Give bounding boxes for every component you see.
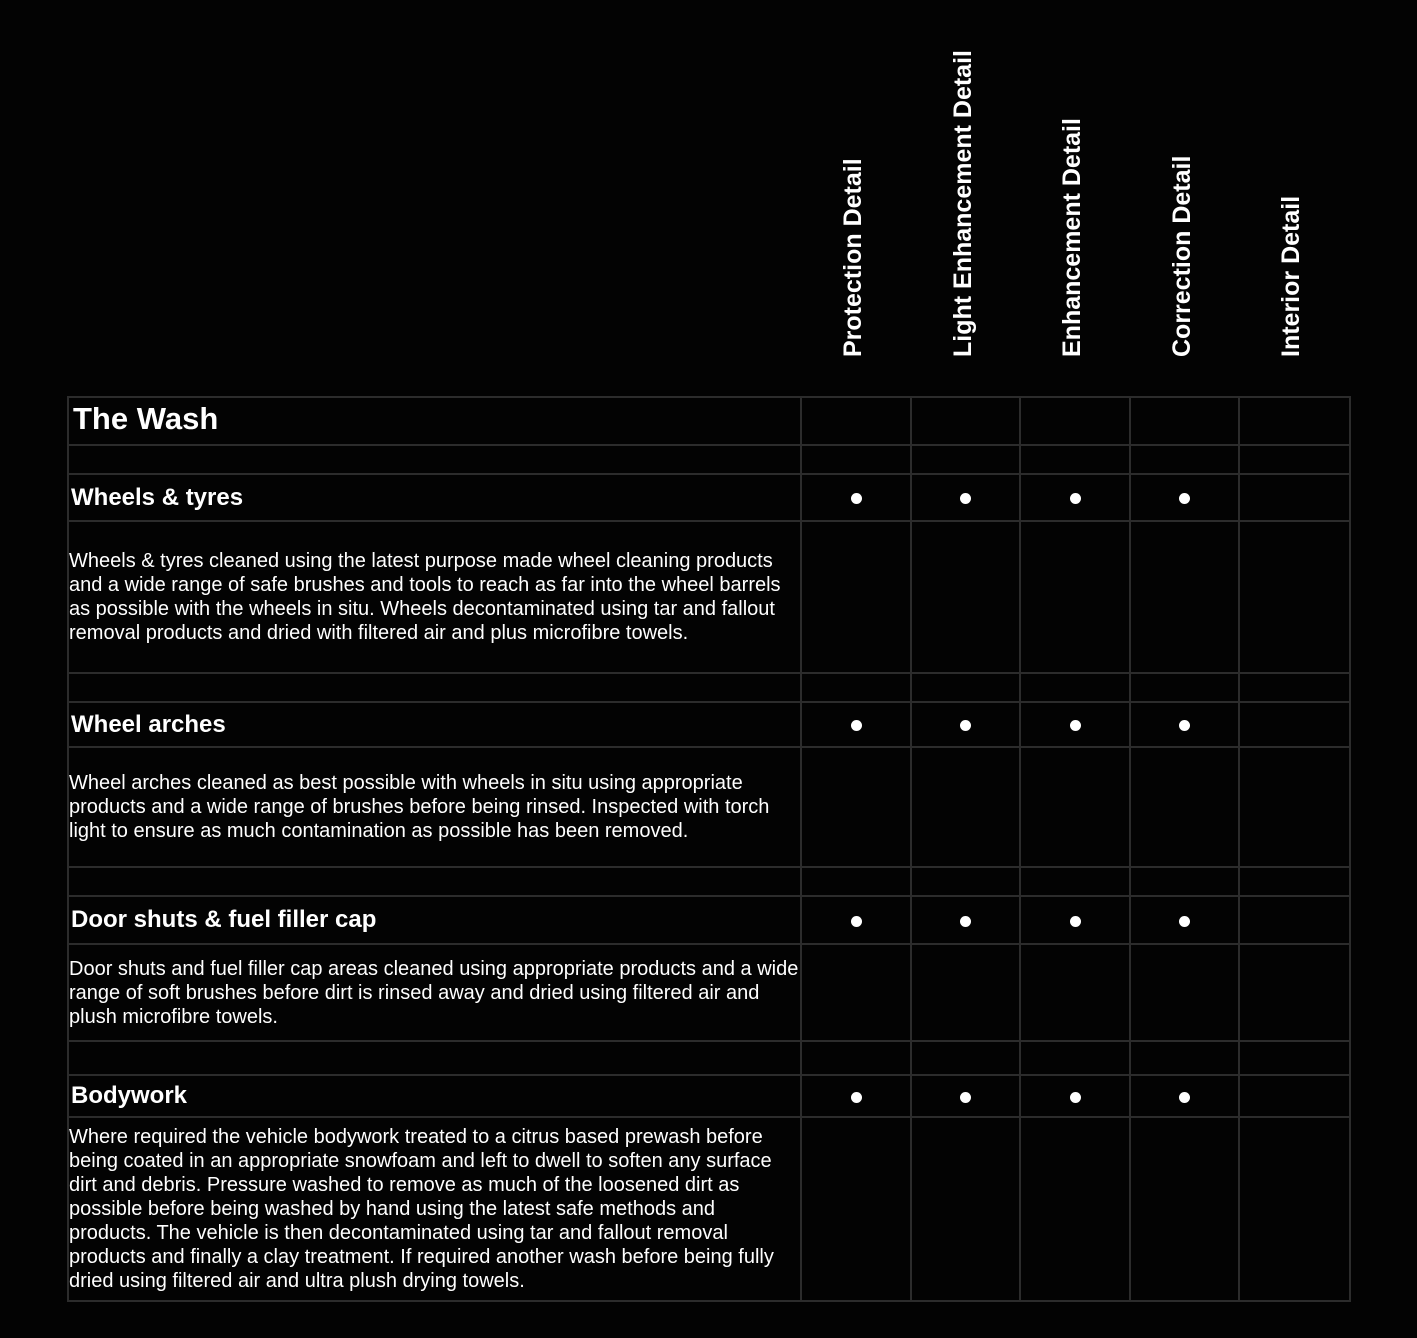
included-cell — [1020, 474, 1130, 521]
item-description: Where required the vehicle bodywork treated to a citrus based prewash before being coated in an appropriate snowfoam and left to dwell to soften any surface dirt and debris. Pressure washed to remove as much of the loosened dirt as possible before being washed by hand using the latest safe methods and products. The vehicle is then decontaminated using tar and fallout removal products and finally a clay treatment. If required another wash before being fully dried using filtered air and ultra plush drying towels. — [69, 1126, 774, 1292]
included-cell — [1130, 1075, 1239, 1117]
included-cell — [801, 702, 911, 747]
included-cell — [1130, 896, 1239, 944]
item-description-row — [68, 521, 1350, 673]
included-cell — [911, 896, 1020, 944]
included-dot-icon — [851, 493, 862, 504]
section-title: The Wash — [73, 401, 219, 436]
spacer-row — [68, 445, 1350, 474]
item-title: Bodywork — [71, 1082, 188, 1109]
item-title: Wheels & tyres — [71, 483, 244, 511]
item-description-row — [68, 747, 1350, 867]
excluded-cell — [1239, 1075, 1350, 1117]
excluded-cell — [1239, 474, 1350, 521]
column-header-interior — [1238, 0, 1348, 396]
excluded-cell — [1239, 702, 1350, 747]
column-header-label: Correction Detail — [1168, 155, 1196, 357]
included-dot-icon — [960, 916, 971, 927]
included-cell — [1020, 1075, 1130, 1117]
column-header-correction — [1129, 0, 1239, 396]
spacer-row — [68, 867, 1350, 896]
included-dot-icon — [960, 1092, 971, 1103]
included-dot-icon — [960, 720, 971, 731]
included-cell — [1130, 702, 1239, 747]
included-cell — [801, 1075, 911, 1117]
included-dot-icon — [1179, 493, 1190, 504]
included-dot-icon — [1179, 720, 1190, 731]
item-title-row — [68, 1075, 1350, 1117]
item-description: Door shuts and fuel filler cap areas cleaned using appropriate products and a wide range of soft brushes before dirt is rinsed away and dried using filtered air and plush microfibre towels. — [69, 957, 799, 1028]
included-dot-icon — [1070, 916, 1081, 927]
included-dot-icon — [1070, 1092, 1081, 1103]
included-dot-icon — [1179, 1092, 1190, 1103]
included-dot-icon — [851, 1092, 862, 1103]
spacer-row — [68, 673, 1350, 702]
column-header-enhancement — [1019, 0, 1129, 396]
included-cell — [911, 702, 1020, 747]
column-header-label: Protection Detail — [839, 158, 867, 357]
column-header-protection — [800, 0, 910, 396]
included-dot-icon — [960, 493, 971, 504]
service-comparison-table — [67, 396, 1351, 1302]
included-dot-icon — [1070, 493, 1081, 504]
item-description: Wheels & tyres cleaned using the latest purpose made wheel cleaning products and a wide range of safe brushes and tools to reach as far into the wheel barrels as possible with the wheels in situ. Wheels decontaminated using tar and fallout removal products and dried with filtered air and plus microfibre towels. — [69, 550, 781, 644]
excluded-cell — [1239, 896, 1350, 944]
included-dot-icon — [1070, 720, 1081, 731]
included-cell — [1020, 896, 1130, 944]
item-description: Wheel arches cleaned as best possible with wheels in situ using appropriate products and a wide range of brushes before being rinsed. Inspected with torch light to ensure as much contamination as possible has been removed. — [69, 772, 770, 842]
column-header-label: Enhancement Detail — [1058, 118, 1086, 357]
included-cell — [911, 1075, 1020, 1117]
item-title-row — [68, 896, 1350, 944]
column-header-light-enhancement — [910, 0, 1020, 396]
section-header-row — [68, 397, 1350, 445]
item-title-row — [68, 474, 1350, 521]
included-cell — [1130, 474, 1239, 521]
column-header-label: Light Enhancement Detail — [949, 50, 977, 357]
included-cell — [1020, 702, 1130, 747]
included-dot-icon — [851, 916, 862, 927]
included-dot-icon — [1179, 916, 1190, 927]
item-title: Wheel arches — [71, 710, 226, 738]
included-cell — [801, 896, 911, 944]
item-title: Door shuts & fuel filler cap — [71, 906, 377, 933]
item-description-row — [68, 1117, 1350, 1301]
included-cell — [801, 474, 911, 521]
spacer-row — [68, 1041, 1350, 1075]
included-cell — [911, 474, 1020, 521]
included-dot-icon — [851, 720, 862, 731]
item-title-row — [68, 702, 1350, 747]
column-header-label: Interior Detail — [1277, 195, 1305, 357]
item-description-row — [68, 944, 1350, 1041]
